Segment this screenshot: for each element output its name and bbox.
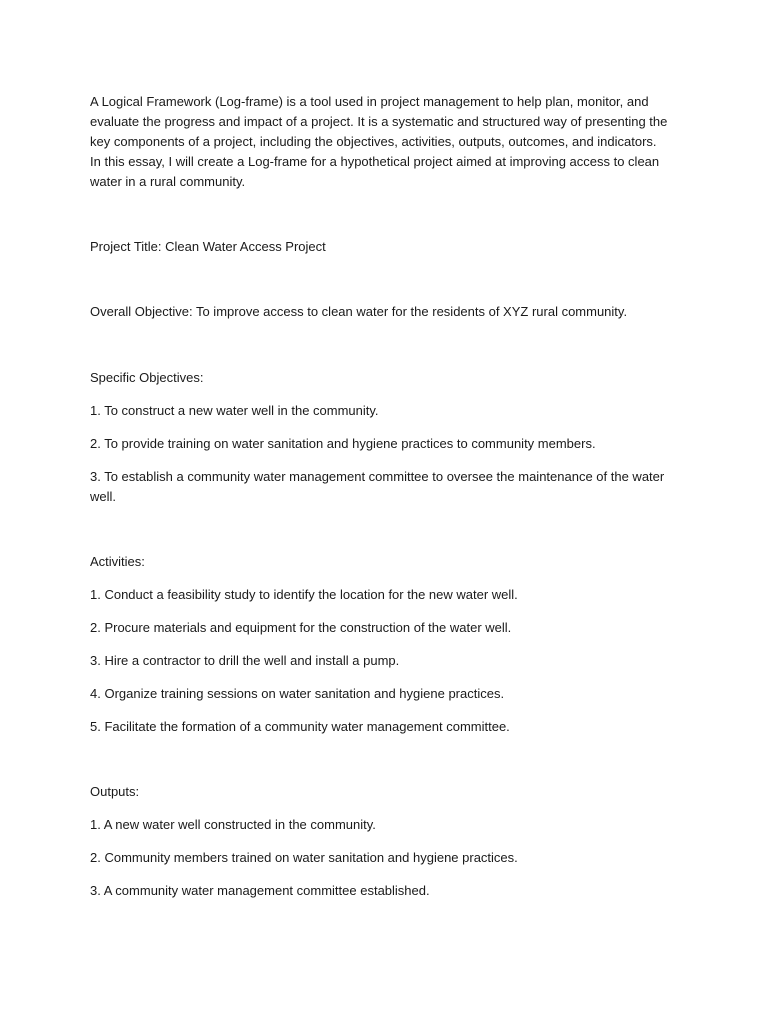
- list-item: 2. To provide training on water sanitation and hygiene practices to community members.: [90, 436, 596, 451]
- section-heading: Activities:: [90, 554, 145, 569]
- list-item: 3. A community water management committee established.: [90, 883, 430, 898]
- list-item: 4. Organize training sessions on water sanitation and hygiene practices.: [90, 686, 505, 701]
- list-item: 2. Community members trained on water sanitation and hygiene practices.: [90, 850, 518, 865]
- specific-objectives-section: [90, 368, 670, 507]
- list-item: 1. To construct a new water well in the community.: [90, 403, 379, 418]
- section-heading: Specific Objectives:: [90, 370, 204, 385]
- list-item: 2. Procure materials and equipment for the construction of the water well.: [90, 620, 512, 635]
- section-heading: Outputs:: [90, 784, 140, 799]
- list-item: 3. To establish a community water management committee to oversee the maintenance of the water well.: [90, 469, 665, 504]
- project-title: Project Title: Clean Water Access Project: [90, 239, 326, 254]
- outputs-section: [90, 782, 670, 901]
- intro-paragraph: A Logical Framework (Log-frame) is a tool used in project management to help plan, monitor, and evaluate the progress and impact of a project. It is a systematic and structured way of presenting the key components of a project, including the objectives, activities, outputs, outcomes, and indicators. In this essay, I will create a Log-frame for a hypothetical project aimed at improving access to clean water in a rural community.: [90, 94, 668, 189]
- list-item: 3. Hire a contractor to drill the well and install a pump.: [90, 653, 400, 668]
- overall-objective: Overall Objective: To improve access to clean water for the residents of XYZ rural community.: [90, 304, 628, 319]
- list-item: 5. Facilitate the formation of a community water management committee.: [90, 719, 510, 734]
- activities-section: [90, 552, 670, 737]
- list-item: 1. A new water well constructed in the community.: [90, 817, 376, 832]
- document-body: [90, 92, 670, 946]
- list-item: 1. Conduct a feasibility study to identify the location for the new water well.: [90, 587, 518, 602]
